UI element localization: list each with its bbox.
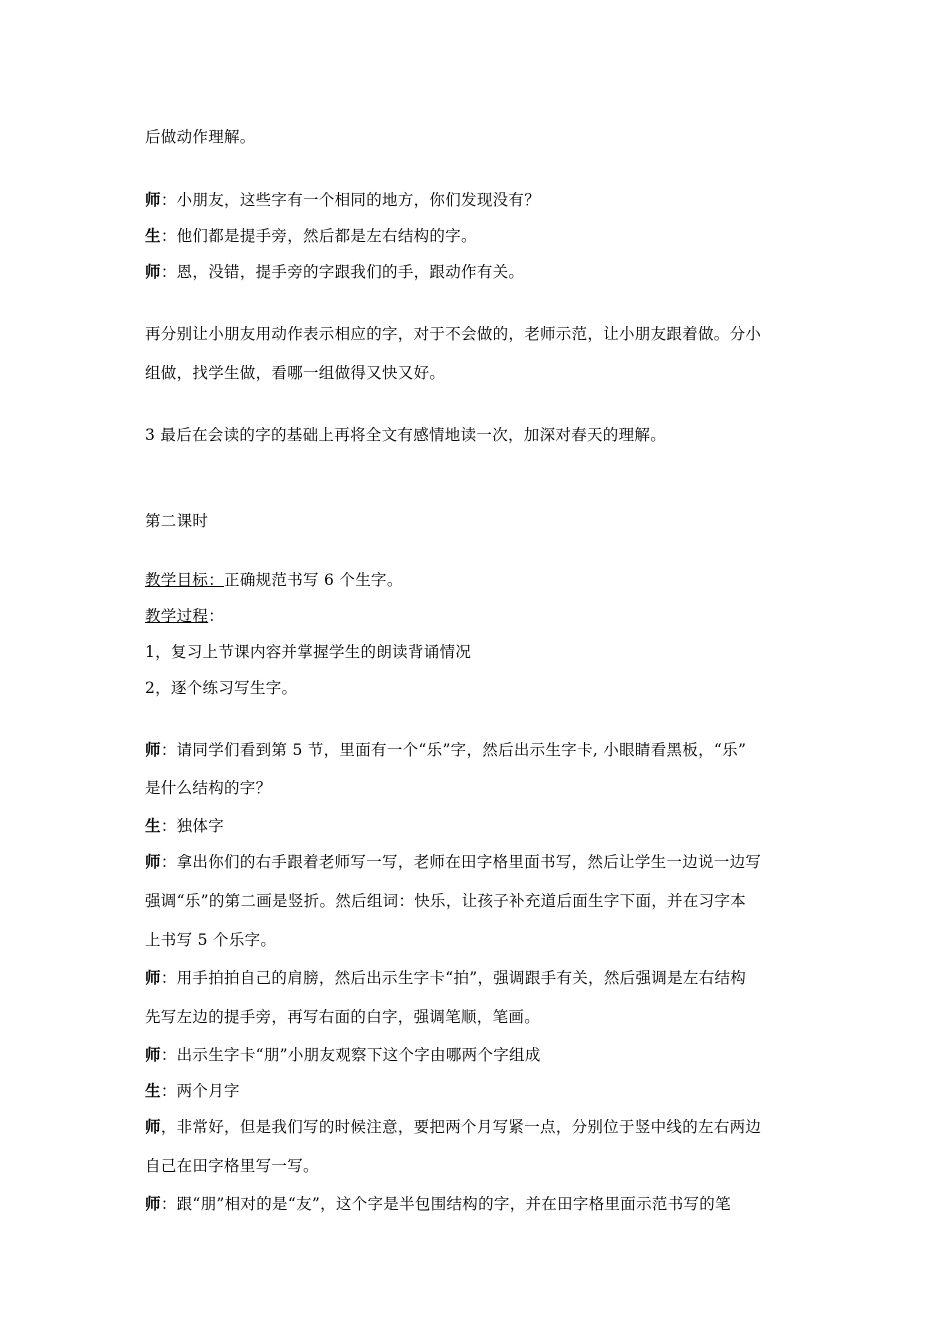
intro-tail: 后做动作理解。 [145,128,256,146]
dialogue-text: ：用手拍拍自己的肩膀，然后出示生字卡“拍”，强调跟手有关，然后强调是左右结构 [160,969,747,987]
process-colon: ： [208,607,225,625]
speaker-label: 师 [145,1195,161,1213]
speaker-label: 师 [145,1046,161,1064]
dialogue-cont: 上书写 5 个乐字。 [145,931,277,949]
dialogue-line [145,1081,240,1101]
speaker-label: 师 [145,969,161,987]
speaker-label: 生 [145,227,161,245]
speaker-label: 生 [145,1082,161,1100]
speaker-label: 师 [145,263,161,281]
dialogue-text: ：他们都是提手旁，然后都是左右结构的字。 [160,227,477,245]
paragraph-step-3: 3 最后在会读的字的基础上再将全文有感情地读一次，加深对春天的理解。 [145,426,666,444]
speaker-label: 师 [145,741,161,759]
dialogue-text: ：请同学们看到第 5 节，里面有一个“乐”字，然后出示生字卡, 小眼睛看黑板，“乐” [160,741,747,759]
goal-label: 教学目标： [145,571,225,589]
dialogue-text: ，非常好，但是我们写的时候注意，要把两个月写紧一点，分别位于竖中线的左右两边 [160,1118,762,1136]
dialogue-cont: 自己在田字格里写一写。 [145,1157,319,1175]
step-item: 1，复习上节课内容并掌握学生的朗读背诵情况 [145,643,472,661]
dialogue-line [145,1194,731,1214]
speaker-label: 生 [145,817,161,835]
process-line [145,606,224,626]
dialogue-line [145,190,540,210]
dialogue-cont: 先写左边的提手旁，再写右面的白字，强调笔顺，笔画。 [145,1008,541,1026]
speaker-label: 师 [145,191,161,209]
process-label: 教学过程 [145,607,209,625]
paragraph-line: 再分别让小朋友用动作表示相应的字，对于不会做的，老师示范，让小朋友跟着做。分小 [145,325,762,343]
goal-text: 正确规范书写 6 个生字。 [224,571,403,589]
dialogue-line [145,816,224,836]
dialogue-text: ：独体字 [160,817,225,835]
dialogue-line [145,740,746,760]
dialogue-text: ：出示生字卡“朋”小朋友观察下这个字由哪两个字组成 [160,1046,541,1064]
dialogue-cont: 强调“乐”的第二画是竖折。然后组词：快乐，让孩子补充道后面生字下面，并在习字本 [145,892,747,910]
speaker-label: 师 [145,853,161,871]
dialogue-cont: 是什么结构的字？ [145,779,272,797]
dialogue-line [145,1117,761,1137]
dialogue-line [145,262,524,282]
goal-line [145,570,403,590]
paragraph-line: 组做，找学生做，看哪一组做得又快又好。 [145,364,446,382]
dialogue-text: ：小朋友，这些字有一个相同的地方，你们发现没有？ [160,191,541,209]
dialogue-line [145,1045,541,1065]
dialogue-text: ：跟“朋”相对的是“友”，这个字是半包围结构的字，并在田字格里面示范书写的笔 [160,1195,731,1213]
dialogue-text: ：两个月字 [160,1082,240,1100]
step-item: 2，逐个练习写生字。 [145,679,298,697]
lesson-title: 第二课时 [145,512,209,530]
dialogue-text: ：恩，没错，提手旁的字跟我们的手，跟动作有关。 [160,263,525,281]
dialogue-text: ：拿出你们的右手跟着老师写一写，老师在田字格里面书写，然后让学生一边说一边写 [160,853,762,871]
dialogue-line [145,852,761,872]
dialogue-line [145,226,477,246]
speaker-label: 师 [145,1118,161,1136]
dialogue-line [145,968,746,988]
